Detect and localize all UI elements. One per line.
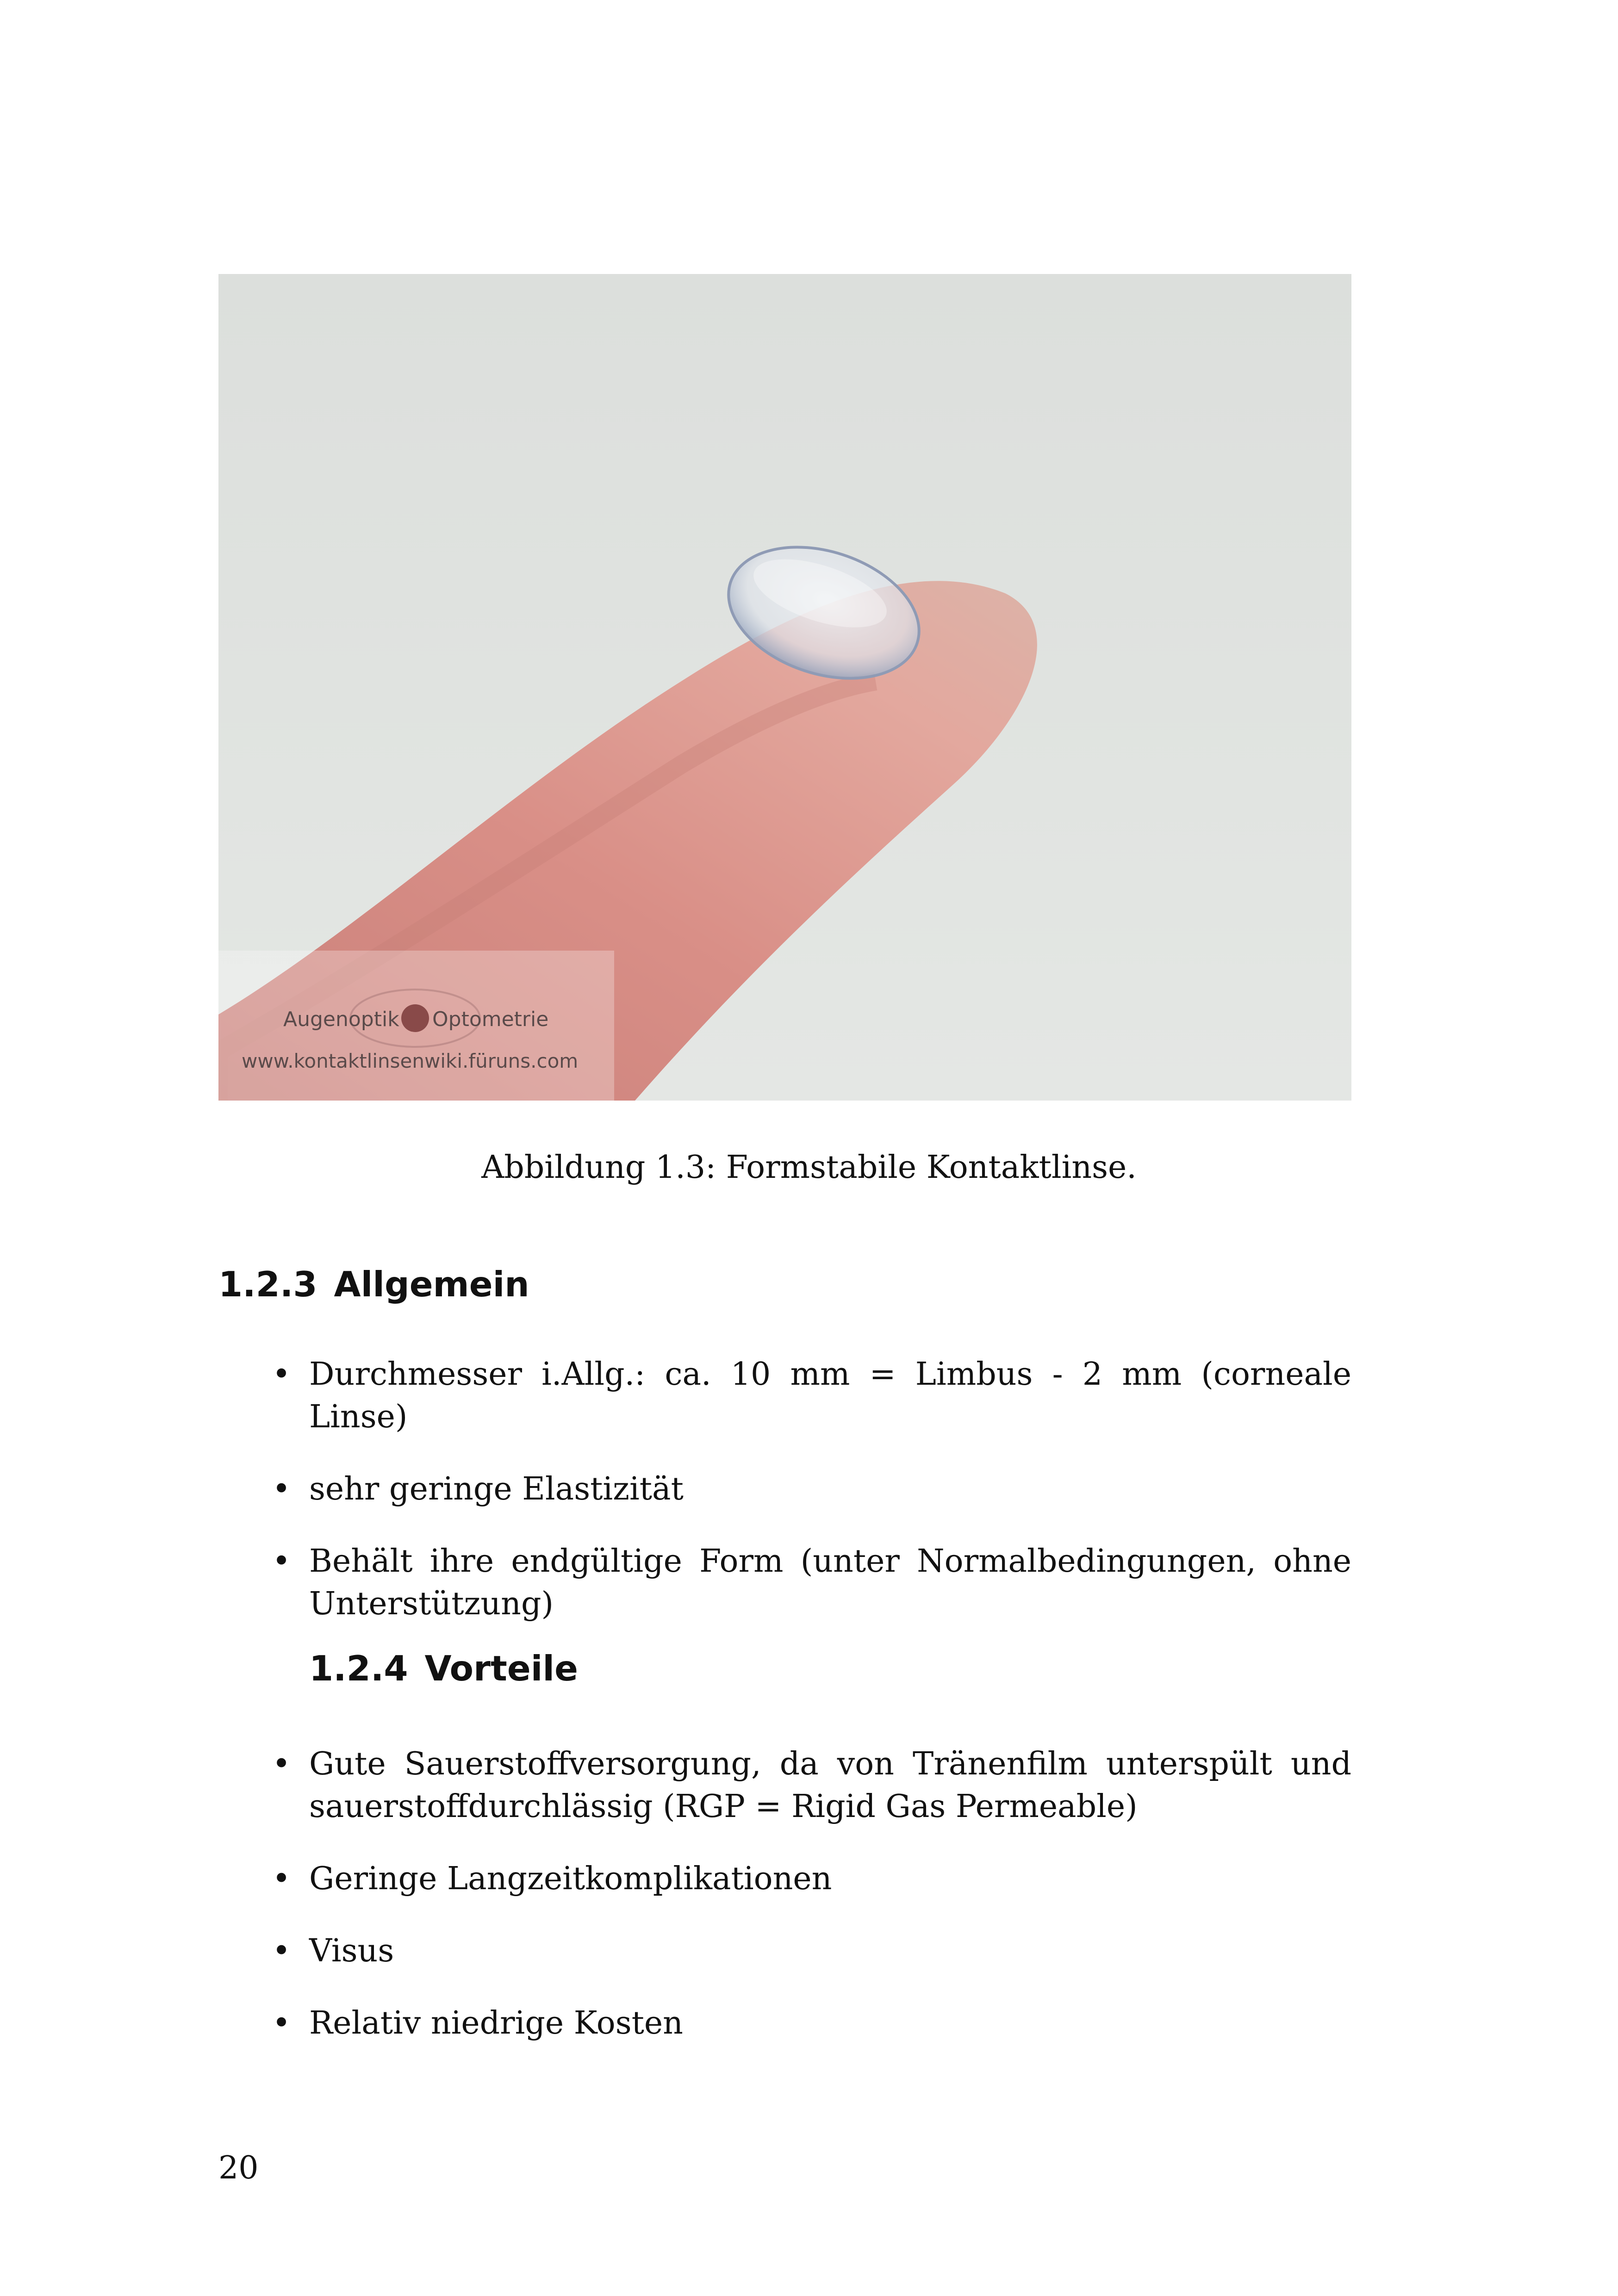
section-title: Allgemein [334, 1264, 529, 1305]
list-item [0, 1353, 1351, 1438]
list-item [0, 1468, 1351, 1511]
list-item-text: Visus [309, 1933, 394, 1969]
list-item-text: Geringe Langzeitkomplikationen [309, 1860, 832, 1897]
section-heading-allgemein [218, 1261, 529, 1307]
page-number: 20 [218, 2150, 259, 2186]
bullet-icon: • [272, 2005, 291, 2041]
list-item [0, 1858, 1351, 1900]
bullet-icon: • [272, 1356, 291, 1393]
contact-lens-photo [218, 274, 1351, 1101]
bullet-icon: • [272, 1746, 291, 1782]
list-item [0, 1743, 1351, 1828]
list-item [0, 1930, 1351, 1972]
list-item [0, 1540, 1351, 1625]
bullet-icon: • [272, 1471, 291, 1507]
watermark-line2: www.kontaktlinsenwiki.füruns.com [242, 1050, 579, 1072]
figure-caption: Abbildung 1.3: Formstabile Kontaktlinse. [481, 1149, 1137, 1186]
list-item-text: Gute Sauerstoffversorgung, da von Tränenfilm unterspült und sauerstoffdurchlässig (RGP = Rigid Gas Permeable) [309, 1746, 1351, 1825]
eye-logo-icon [401, 1004, 429, 1032]
list-item-text: sehr geringe Elastizität [309, 1471, 684, 1507]
section-heading-vorteile [309, 1645, 578, 1692]
bullet-icon: • [272, 1860, 291, 1897]
list-item [0, 2002, 1351, 2045]
list-item-text: Relativ niedrige Kosten [309, 2005, 683, 2041]
section-number: 1.2.4 [309, 1648, 408, 1689]
watermark-line1-right: Optometrie [432, 1008, 549, 1031]
list-item-text: Behält ihre endgültige Form (unter Normalbedingungen, ohne Unterstützung) [309, 1543, 1351, 1622]
section-title: Vorteile [424, 1648, 579, 1689]
watermark-line1-left: Augenoptik [283, 1008, 399, 1031]
list-item-text: Durchmesser i.Allg.: ca. 10 mm = Limbus - 2 mm (corneale Linse) [309, 1356, 1351, 1435]
section-number: 1.2.3 [218, 1264, 317, 1305]
bullet-icon: • [272, 1543, 291, 1580]
vorteile-list [0, 1743, 1618, 2074]
figure-photo [218, 274, 1351, 1101]
bullet-icon: • [272, 1933, 291, 1969]
allgemein-list [0, 1353, 1618, 1655]
